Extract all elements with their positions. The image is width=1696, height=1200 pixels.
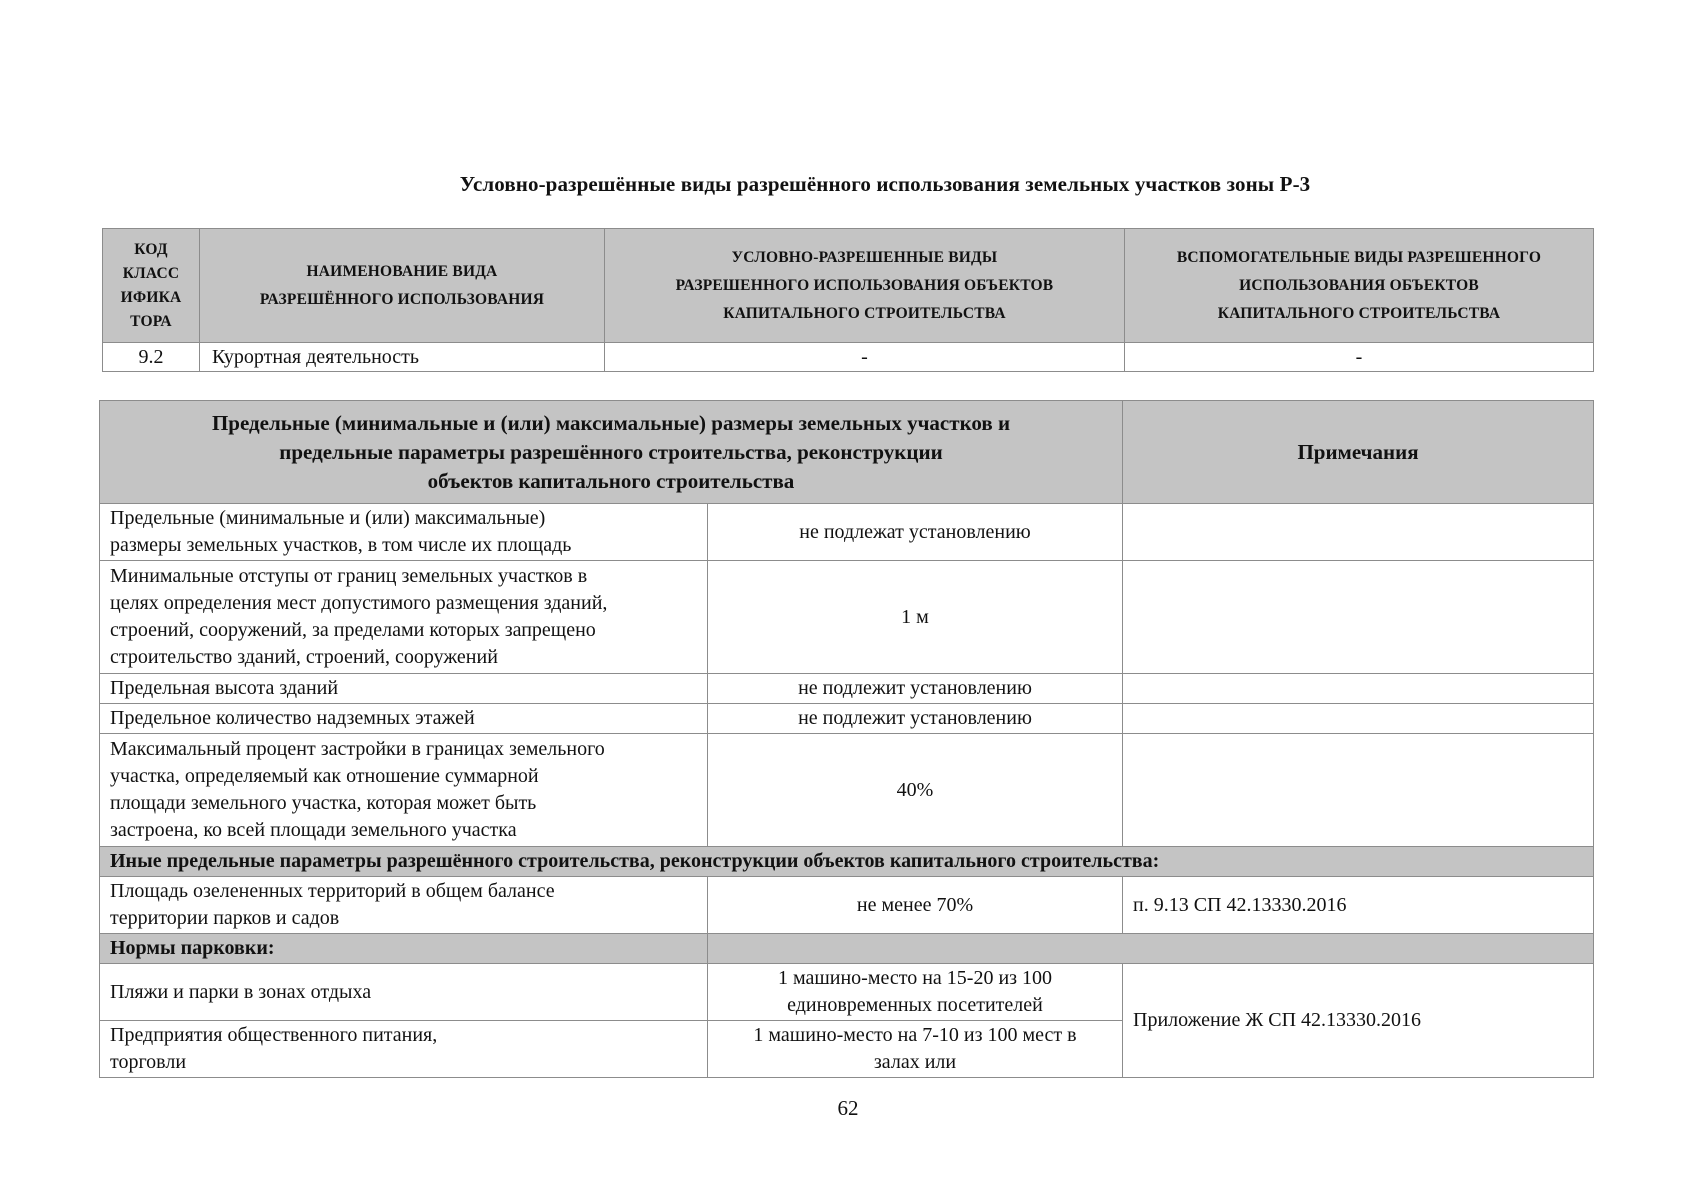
- param-line: строительство зданий, строений, сооружений: [110, 646, 498, 668]
- table-row: [100, 704, 1594, 734]
- param-line: Предельные (минимальные и (или) максимальные): [110, 507, 546, 529]
- cell-value: не подлежит установлению: [708, 704, 1123, 734]
- cell-auxiliary: -: [1125, 343, 1594, 372]
- permitted-uses-table: [102, 228, 1594, 372]
- table2-header-row: [100, 401, 1594, 504]
- value-line: 1 машино-место на 7-10 из 100 мест в: [753, 1024, 1077, 1046]
- cell-value: 1 м: [708, 561, 1123, 674]
- table-row: [100, 674, 1594, 704]
- header-line: ВСПОМОГАТЕЛЬНЫЕ ВИДЫ РАЗРЕШЕННОГО: [1176, 248, 1542, 266]
- header-conditional-uses: [605, 229, 1125, 343]
- param-line: площади земельного участка, которая может быть: [110, 792, 537, 814]
- header-auxiliary-uses: [1125, 229, 1594, 343]
- header-name: [200, 229, 605, 343]
- header-line: КЛАСС: [122, 264, 180, 282]
- other-params-title: Иные предельные параметры разрешённого строительства, реконструкции объектов капитального строительства:: [100, 847, 1594, 877]
- cell-note: [1123, 674, 1594, 704]
- cell-param: [100, 877, 708, 934]
- cell-note: [1123, 504, 1594, 561]
- param-line: торговли: [110, 1051, 187, 1073]
- cell-value: не менее 70%: [708, 877, 1123, 934]
- header-line: ТОРА: [130, 312, 172, 330]
- param-line: строений, сооружений, за пределами которых запрещено: [110, 619, 596, 641]
- cell-param: Пляжи и парки в зонах отдыха: [100, 964, 708, 1021]
- section-row: [100, 934, 1594, 964]
- parking-title: Нормы парковки:: [100, 934, 708, 964]
- param-line: Предприятия общественного питания,: [110, 1024, 438, 1046]
- table-row: [100, 964, 1594, 1021]
- param-line: целях определения мест допустимого размещения зданий,: [110, 592, 608, 614]
- header-line: КАПИТАЛЬНОГО СТРОИТЕЛЬСТВА: [1217, 304, 1501, 322]
- header-line: НАИМЕНОВАНИЕ ВИДА: [306, 262, 498, 280]
- table-row: [100, 734, 1594, 847]
- header-line: КАПИТАЛЬНОГО СТРОИТЕЛЬСТВА: [723, 304, 1006, 322]
- header-line: УСЛОВНО-РАЗРЕШЕННЫЕ ВИДЫ: [731, 248, 998, 266]
- value-line: единовременных посетителей: [787, 994, 1043, 1016]
- param-line: Минимальные отступы от границ земельных участков в: [110, 565, 588, 587]
- table-row: [100, 877, 1594, 934]
- header-params: [100, 401, 1123, 504]
- parking-note: Приложение Ж СП 42.13330.2016: [1123, 964, 1594, 1078]
- header-line: Предельные (минимальные и (или) максимальные) размеры земельных участков и: [211, 410, 1011, 435]
- cell-name: Курортная деятельность: [200, 343, 605, 372]
- cell-param: [100, 504, 708, 561]
- cell-conditional: -: [605, 343, 1125, 372]
- param-line: размеры земельных участков, в том числе их площадь: [110, 534, 572, 556]
- cell-note: [1123, 704, 1594, 734]
- param-line: участка, определяемый как отношение суммарной: [110, 765, 539, 787]
- cell-note: [1123, 734, 1594, 847]
- param-line: Площадь озелененных территорий в общем балансе: [110, 880, 555, 902]
- header-line: объектов капитального строительства: [427, 468, 795, 493]
- value-line: 1 машино-место на 15-20 из 100: [777, 967, 1053, 989]
- cell-param: [100, 561, 708, 674]
- param-line: Максимальный процент застройки в границах земельного: [110, 738, 605, 760]
- param-line: территории парков и садов: [110, 907, 340, 929]
- value-line: залах или: [873, 1051, 957, 1073]
- cell-code: 9.2: [103, 343, 200, 372]
- cell-param: Предельное количество надземных этажей: [100, 704, 708, 734]
- header-line: ИСПОЛЬЗОВАНИЯ ОБЪЕКТОВ: [1239, 276, 1479, 294]
- header-line: РАЗРЕШЁННОГО ИСПОЛЬЗОВАНИЯ: [259, 290, 545, 308]
- header-notes: Примечания: [1123, 401, 1594, 504]
- cell-param: [100, 1021, 708, 1078]
- cell-value: 40%: [708, 734, 1123, 847]
- cell-note: [1123, 561, 1594, 674]
- table1-header-row: [103, 229, 1594, 343]
- table-row: [100, 504, 1594, 561]
- cell-param: [100, 734, 708, 847]
- cell-value: не подлежат установлению: [708, 504, 1123, 561]
- header-code: [103, 229, 200, 343]
- header-line: ИФИКА: [120, 288, 182, 306]
- header-line: РАЗРЕШЕННОГО ИСПОЛЬЗОВАНИЯ ОБЪЕКТОВ: [675, 276, 1054, 294]
- cell-value: не подлежит установлению: [708, 674, 1123, 704]
- cell-param: Предельная высота зданий: [100, 674, 708, 704]
- table-row: [100, 561, 1594, 674]
- param-line: застроена, ко всей площади земельного участка: [110, 819, 517, 841]
- header-line: предельные параметры разрешённого строительства, реконструкции: [279, 439, 943, 464]
- page-number: 62: [837, 1096, 859, 1120]
- header-line: КОД: [134, 240, 168, 258]
- parking-title-filler: [708, 934, 1594, 964]
- limit-parameters-table: [99, 400, 1594, 1078]
- table-row: [103, 343, 1594, 372]
- cell-value: [708, 1021, 1123, 1078]
- cell-value: [708, 964, 1123, 1021]
- cell-note: п. 9.13 СП 42.13330.2016: [1123, 877, 1594, 934]
- section-heading: Условно-разрешённые виды разрешённого использования земельных участков зоны Р-3: [459, 172, 1311, 196]
- section-row: [100, 847, 1594, 877]
